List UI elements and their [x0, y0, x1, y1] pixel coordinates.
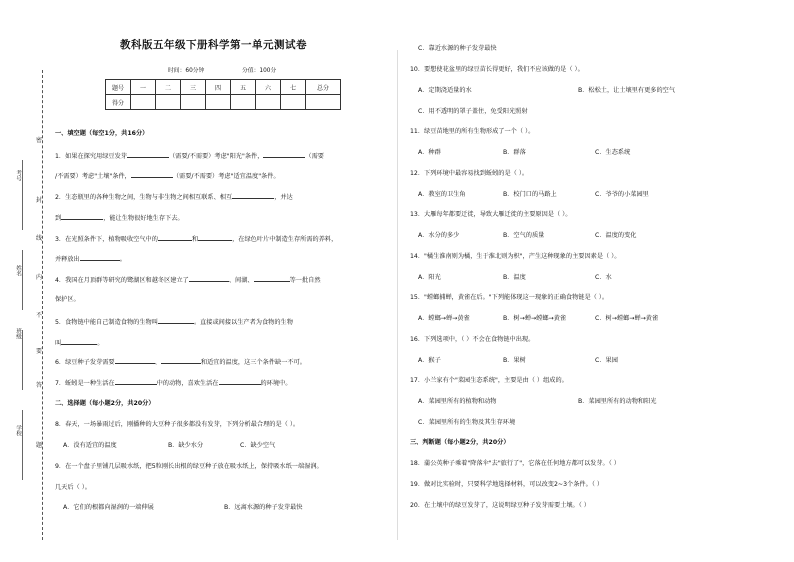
- option-11c[interactable]: C．生态系统: [595, 149, 631, 156]
- table-cell: 六: [256, 80, 281, 95]
- answer-blank[interactable]: [115, 356, 155, 364]
- question-text: 2．生态瓶里的各种生物之间，生物与非生物之间相互联系、相互: [55, 194, 233, 201]
- question-8: 8．春天，一场暴雨过后，刚播种的大豆种子很多都没有发芽，下列分析最合理的是（ ）。: [55, 421, 300, 428]
- answer-blank[interactable]: [189, 274, 229, 282]
- answer-blank[interactable]: [254, 274, 290, 282]
- seal-char: 不: [36, 312, 43, 319]
- option-13a[interactable]: A．水分的多少: [418, 232, 460, 239]
- question-1: [55, 150, 324, 160]
- exam-time: 时间：60分钟: [168, 68, 205, 74]
- seal-char: 答: [36, 382, 43, 389]
- option-10a[interactable]: A．定期浇适量的水: [418, 87, 472, 94]
- option-16c[interactable]: C．果园: [595, 357, 618, 364]
- option-8a[interactable]: A．没有适宜的温度: [63, 442, 117, 449]
- question-text: 和适宜的温度，这三个条件缺一不可。: [200, 359, 306, 366]
- name-underline: [22, 250, 23, 310]
- seal-char: 内: [36, 274, 43, 281]
- question-14: 14．"橘生淮南则为橘，生于淮北则为枳"，产生这种现象的主要因素是（ ）。: [410, 253, 621, 260]
- question-2-line2: [55, 212, 184, 222]
- table-cell: 一: [131, 80, 156, 95]
- answer-blank[interactable]: [219, 377, 261, 385]
- question-4-line2: 保护区。: [55, 296, 80, 303]
- question-text: 7．蚯蚓是一种生活在: [55, 380, 115, 387]
- answer-blank[interactable]: [158, 233, 192, 241]
- question-text: （需要: [305, 153, 324, 160]
- option-9c[interactable]: C．靠近水源的种子发芽最快: [418, 45, 497, 52]
- option-14c[interactable]: C．水: [595, 274, 612, 281]
- option-15a[interactable]: A．螳螂→蝉→黄雀: [418, 315, 470, 322]
- student-name-label: 姓名: [15, 265, 21, 277]
- option-15c[interactable]: C．树→螳螂→蝉→黄雀: [595, 315, 659, 322]
- score-input-cell[interactable]: [281, 95, 306, 110]
- question-7: [55, 377, 291, 387]
- seal-char: 要: [36, 348, 43, 355]
- question-9-line2: 几天后（ ）。: [55, 484, 91, 491]
- exam-number-label: 考号: [15, 170, 21, 182]
- table-cell: 七: [281, 80, 306, 95]
- question-text: 叫: [55, 340, 62, 347]
- question-10: 10．要想使花盆里的绿豆苗长得更好，我们不应该做的是（ ）。: [410, 66, 584, 73]
- score-input-cell[interactable]: [131, 95, 156, 110]
- table-cell: 三: [181, 80, 206, 95]
- question-6: [55, 356, 306, 366]
- option-13b[interactable]: B．空气的质量: [503, 232, 545, 239]
- table-cell: 题号: [106, 80, 131, 95]
- id-underline: [22, 160, 23, 230]
- option-8b[interactable]: B．缺少水分: [168, 442, 204, 449]
- question-5: [55, 316, 293, 326]
- question-text: 等一批自然: [289, 277, 321, 284]
- option-17b[interactable]: B．菜园里所有的动物和阳光: [578, 398, 657, 405]
- option-9a[interactable]: A．它们的根都向湿润的一端伸展: [63, 504, 154, 511]
- answer-blank[interactable]: [61, 212, 103, 220]
- option-10c[interactable]: C．用不透明的罩子盖住，免受阳光照射: [418, 108, 528, 115]
- question-text: 3．在光照条件下，植物吸收空气中的: [55, 236, 158, 243]
- question-4: [55, 274, 321, 284]
- option-11b[interactable]: B．群落: [503, 149, 526, 156]
- question-text: ，并达: [274, 194, 293, 201]
- score-table-header-row: [106, 80, 341, 95]
- question-20: 20．在土壤中的绿豆发芽了，这说明绿豆种子发芽需要土壤。（ ）: [410, 502, 590, 509]
- answer-blank[interactable]: [198, 233, 232, 241]
- question-text: 和: [191, 236, 199, 243]
- score-table-score-row: [106, 95, 341, 110]
- column-divider: [397, 50, 398, 540]
- option-17a[interactable]: A．菜园里所有的植物和动物: [418, 398, 497, 405]
- class-label: 班级: [15, 328, 21, 340]
- class-underline: [22, 330, 23, 390]
- question-3-line2: [55, 253, 126, 263]
- question-15: 15．"螳螂捕蝉，黄雀在后。"下列能体现这一现象的正确食物链是（ ）。: [410, 294, 609, 301]
- answer-blank[interactable]: [263, 150, 305, 158]
- table-cell: 五: [231, 80, 256, 95]
- question-9: 9．在一个盘子里铺几层吸水纸，把5粒刚长出根的绿豆种子放在吸水纸上，保持吸水纸一端湿润。: [55, 463, 323, 470]
- school-underline: [22, 410, 23, 480]
- option-12c[interactable]: C．爷爷的小菜园里: [595, 191, 649, 198]
- question-11: 11．绿豆苗地里的所有生物形成了一个（ ）。: [410, 128, 535, 135]
- option-13c[interactable]: C．温度的变化: [595, 232, 637, 239]
- score-table: [105, 79, 341, 110]
- paper-title: 教科版五年级下册科学第一单元测试卷: [120, 39, 307, 51]
- answer-blank[interactable]: [80, 253, 120, 261]
- option-10b[interactable]: B．松松土，让土壤里有更多的空气: [578, 87, 676, 94]
- question-text: 4．我国在月頂群等研究的鹭湖区和越冬区建立了: [55, 277, 189, 284]
- section-heading-fill-in: 一、填空题（每空1分，共16分）: [55, 130, 149, 137]
- score-input-cell[interactable]: [156, 95, 181, 110]
- question-text: ，在绿色叶片中制造生存所需的养料，: [232, 236, 338, 243]
- section-heading-true-false: 三、判断题（每小题2分，共20分）: [410, 439, 510, 446]
- option-11a[interactable]: A．种群: [418, 149, 441, 156]
- table-cell: 四: [206, 80, 231, 95]
- question-text: 到: [55, 215, 62, 222]
- option-9b[interactable]: B．远离水源的种子发芽最快: [224, 504, 303, 511]
- seal-char: 题: [36, 442, 43, 449]
- question-19: 19．做对比实验时，只要科学地选择材料，可以改变2~3个条件。（ ）: [410, 481, 604, 488]
- question-5-line2: [55, 337, 103, 347]
- answer-blank[interactable]: [161, 356, 201, 364]
- option-15b[interactable]: B．树→蝉→螳螂→黄雀: [503, 315, 567, 322]
- question-text: /不需要）考虑"土壤"条件，: [55, 173, 131, 180]
- score-input-cell[interactable]: [181, 95, 206, 110]
- option-16a[interactable]: A．猴子: [418, 357, 441, 364]
- binding-dashed-line: [42, 70, 43, 540]
- option-12b[interactable]: B．校门口的马路上: [503, 191, 557, 198]
- score-input-cell[interactable]: [256, 95, 281, 110]
- question-text: 6．绿豆种子发芽需要: [55, 359, 115, 366]
- option-14b[interactable]: B．温度: [503, 274, 526, 281]
- option-16b[interactable]: B．果树: [503, 357, 526, 364]
- question-text: 、: [154, 359, 161, 366]
- answer-blank[interactable]: [131, 170, 173, 178]
- table-cell: 二: [156, 80, 181, 95]
- question-text: （需要/不需要）考虑"阳光"条件，: [169, 153, 264, 160]
- seal-char: 封: [36, 197, 43, 204]
- section-heading-multiple-choice: 二、选择题（每小题2分，共20分）: [55, 400, 155, 407]
- table-cell: 得分: [106, 95, 131, 110]
- answer-blank[interactable]: [127, 150, 169, 158]
- answer-blank[interactable]: [232, 191, 274, 199]
- question-text: 、间湖、: [228, 277, 254, 284]
- question-3: [55, 233, 337, 243]
- score-input-cell[interactable]: [231, 95, 256, 110]
- option-14a[interactable]: A．阳光: [418, 274, 441, 281]
- answer-blank[interactable]: [61, 337, 97, 345]
- option-8c[interactable]: C．缺少空气: [240, 442, 276, 449]
- question-text: 5．食物链中能自己制造食物的生物叫: [55, 319, 158, 326]
- question-text: 的环境中。: [260, 380, 292, 387]
- question-17: 17．小兰家有个"菜园生态系统"，主要是由（ ）组成的。: [410, 377, 568, 384]
- seal-char: 密: [36, 137, 43, 144]
- question-text: 1．如果在探究用绿豆发芽: [55, 153, 127, 160]
- option-17c[interactable]: C．菜园里所有的生物及其生存环境: [418, 419, 516, 426]
- question-12: 12．下列环境中最容易找到蚯蚓的是（ ）。: [410, 170, 529, 177]
- answer-blank[interactable]: [115, 377, 157, 385]
- question-16: 16．下列选项中，（ ）不会在食物链中出现。: [410, 336, 535, 343]
- question-text: 。直接或间接以生产者为食物的生物: [193, 319, 293, 326]
- question-13: 13．大雁每年都要迁徙，导致大雁迁徙的主要原因是（ ）。: [410, 211, 572, 218]
- seal-char: 线: [36, 235, 43, 242]
- question-text: ，能让生物很好地生存下去。: [103, 215, 184, 222]
- question-text: 并释放出: [55, 256, 80, 263]
- exam-total-score: 分值：100分: [242, 68, 277, 74]
- question-2: [55, 191, 293, 201]
- question-18: 18．蒲公英种子乘着"降落伞"去"旅行了"，它落在任何地方都可以发芽。（ ）: [410, 460, 620, 467]
- score-input-cell[interactable]: [306, 95, 341, 110]
- school-label: 学校: [15, 425, 21, 437]
- question-text: 。: [119, 256, 126, 263]
- question-text: 中的动物，喜欢生活在: [156, 380, 219, 387]
- table-cell: 总分: [306, 80, 341, 95]
- question-text: （需要/不需要）考虑"适宜温度"条件。: [172, 173, 280, 180]
- question-text: 。: [97, 340, 104, 347]
- score-input-cell[interactable]: [206, 95, 231, 110]
- answer-blank[interactable]: [158, 316, 194, 324]
- question-1-line2: [55, 170, 280, 180]
- option-12a[interactable]: A．教室的卫生角: [418, 191, 466, 198]
